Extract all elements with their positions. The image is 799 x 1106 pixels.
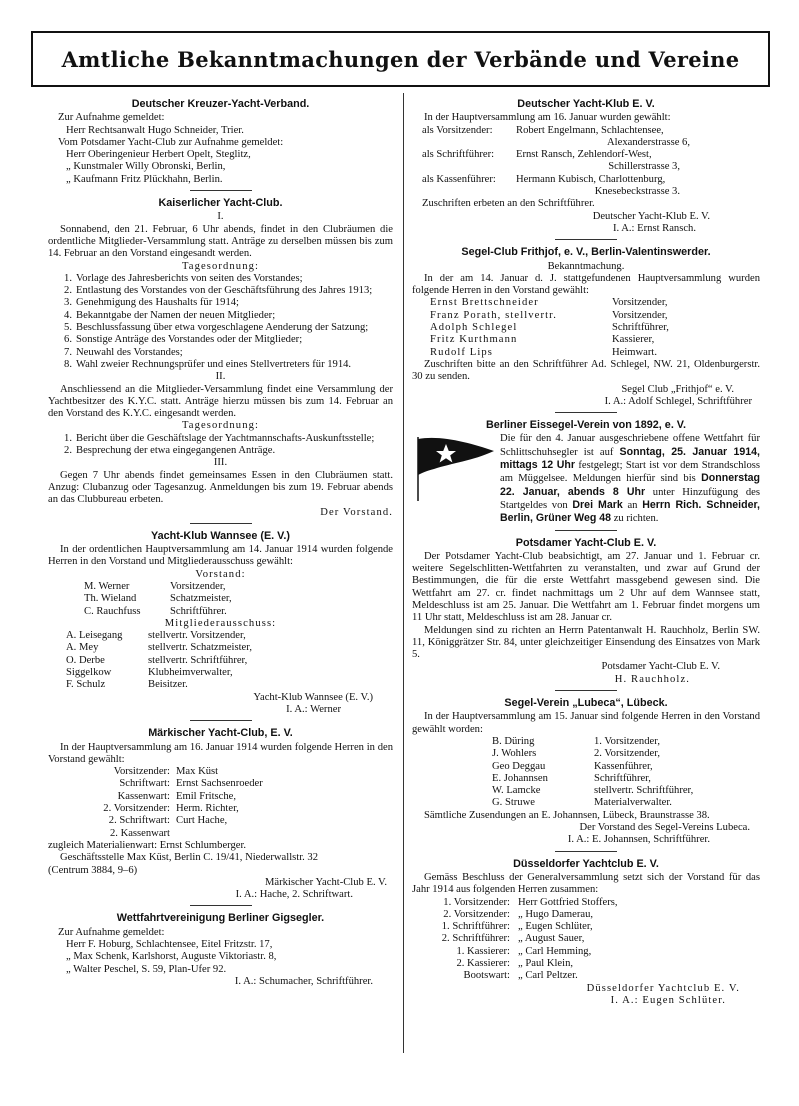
page-title: Amtliche Bekanntmachungen der Verbände und Vereine bbox=[61, 46, 740, 72]
separator-rule bbox=[555, 690, 617, 691]
separator-rule bbox=[555, 239, 617, 240]
agenda-title: Tagesordnung: bbox=[181, 420, 260, 432]
agenda-item: 7. Neuwahl des Vorstandes; bbox=[64, 346, 183, 358]
member-row: Franz Porath, stellvertr. Vorsitzender, bbox=[430, 309, 668, 321]
subheading: Bekanntmachung. bbox=[547, 260, 625, 272]
text-line: Herr Oberingenieur Herbert Opelt, Steglitz, bbox=[66, 149, 251, 161]
roman-numeral: I. bbox=[217, 211, 224, 223]
member-row: J. Wohlers 2. Vorsitzender, bbox=[492, 748, 660, 760]
separator-rule bbox=[555, 412, 617, 413]
text-line: „ Max Schenk, Karlshorst, Auguste Viktoriastr. 8, bbox=[66, 951, 277, 963]
section-title: Deutscher Yacht-Klub E. V. bbox=[517, 98, 655, 110]
officer-row: 2. Schriftführer: „ August Sauer, bbox=[441, 933, 585, 945]
officer-row: Vorsitzender: Max Küst bbox=[113, 766, 219, 778]
text-line: Vom Potsdamer Yacht-Club zur Aufnahme gemeldet: bbox=[58, 136, 284, 148]
text-line: Alexanderstrasse 6, bbox=[607, 136, 690, 148]
paragraph: Gegen 7 Uhr abends findet gemeinsames Essen in den Clubräumen statt. Anzug: Clubanzug oder Tagesanzug. Anmeldungen bis zum 19. Februar abends an das Clubbureau erbeten. bbox=[48, 469, 393, 506]
agenda-item: 8. Wahl zweier Rechnungsprüfer und eines Stellvertreters für 1914. bbox=[64, 358, 352, 370]
agenda-item: 6. Sonstige Anträge des Vorstandes oder der Mitglieder; bbox=[64, 334, 303, 346]
section-title: Deutscher Kreuzer-Yacht-Verband. bbox=[131, 98, 310, 110]
signature: Deutscher Yacht-Klub E. V. bbox=[592, 210, 710, 222]
signature: I. A.: E. Johannsen, Schriftführer. bbox=[567, 834, 710, 846]
agenda-list bbox=[48, 273, 393, 371]
signature: Yacht-Klub Wannsee (E. V.) bbox=[253, 691, 373, 703]
paragraph: Meldungen sind zu richten an Herrn Patentanwalt H. Rauchholz, Berlin SW. 11, Königgrätzer Str. 84, unter gleichzeitiger Einsendung des Einsatzes von Mark 5. bbox=[412, 624, 760, 661]
paragraph: In der Hauptversammlung am 16. Januar wurden gewählt: bbox=[424, 112, 671, 124]
member-row: F. Schulz Beisitzer. bbox=[66, 679, 188, 691]
right-column bbox=[412, 96, 760, 1011]
header-box bbox=[31, 31, 770, 87]
officer-row: Bootswart: „ Carl Peltzer. bbox=[463, 970, 578, 982]
agenda-item: 1. Vorlage des Jahresberichts von seiten des Vorstandes; bbox=[64, 272, 303, 284]
separator-rule bbox=[190, 720, 252, 721]
text-line: Herr Rechtsanwalt Hugo Schneider, Trier. bbox=[66, 124, 244, 136]
member-row: Siggelkow Klubheimverwalter, bbox=[66, 667, 233, 679]
paragraph: In der Hauptversammlung am 15. Januar sind folgende Herren in den Vorstand gewählt worden: bbox=[412, 711, 760, 735]
separator-rule bbox=[190, 523, 252, 524]
member-row: Geo Deggau Kassenführer, bbox=[492, 760, 653, 772]
member-row: Fritz Kurthmann Kassierer, bbox=[430, 334, 655, 346]
section-yacht-klub-wannsee bbox=[48, 530, 393, 721]
agenda-title: Tagesordnung: bbox=[181, 260, 260, 272]
section-title: Potsdamer Yacht-Club E. V. bbox=[515, 536, 657, 549]
member-row: M. Werner Vorsitzender, bbox=[84, 580, 226, 592]
paragraph: Anschliessend an die Mitglieder-Versammlung findet eine Versammlung der Yachtbesitzer des K.Y.C. statt. Anträge hierzu müssen bis zum 14. Februar an den Vorstand des K.Y.C. eingesandt werden. bbox=[48, 383, 393, 420]
signature: H. Rauchholz. bbox=[614, 673, 690, 685]
paragraph: Der Potsdamer Yacht-Club beabsichtigt, am 27. Januar und 1. Februar cr. weitere Segelschlitten-Wettfahrten zu veranstalten, und zwar auf Grund der Bestimmungen, die für die erste Wettfahrt massgebend gewesen sind. Die Wettfahrt am 27. cr. findet nachmittags um 2 Uhr auf dem Wannsee statt, Meldeschluss ist am 25. Januar. Die Wettfahrt am 1. Februar findet morgens um 11 Uhr statt, Meldeschluss ist am 28. Januar cr. bbox=[412, 550, 760, 624]
text-line: „ Kaufmann Fritz Plückhahn, Berlin. bbox=[66, 173, 223, 185]
agenda-item: 4. Bekanntgabe der Namen der neuen Mitglieder; bbox=[64, 309, 276, 321]
section-title: Märkischer Yacht-Club, E. V. bbox=[148, 727, 293, 740]
roman-numeral: II. bbox=[215, 371, 226, 383]
subheading: Vorstand: bbox=[195, 568, 246, 580]
text-line: (Centrum 3884, 9–6) bbox=[48, 864, 138, 876]
paragraph: Zuschriften bitte an den Schriftführer Ad. Schlegel, NW. 21, Oldenburgerstr. 30 zu senden. bbox=[412, 358, 760, 383]
officer-row: 2. Schriftwart: Curt Hache, bbox=[108, 815, 228, 827]
separator-rule bbox=[555, 530, 617, 531]
section-title: Yacht-Klub Wannsee (E. V.) bbox=[151, 529, 290, 542]
section-segel-club-frithjof bbox=[412, 246, 760, 413]
separator-rule bbox=[190, 905, 252, 906]
section-wettfahrtvereinigung bbox=[48, 912, 393, 988]
signature: Der Vorstand des Segel-Vereins Lubeca. bbox=[579, 822, 750, 834]
officer-row: als Schriftführer: Ernst Ransch, Zehlendorf-West, bbox=[422, 149, 652, 161]
roman-numeral: III. bbox=[213, 457, 228, 469]
signature: I. A.: Hache, 2. Schriftwart. bbox=[235, 889, 353, 901]
paragraph: In der am 14. Januar d. J. stattgefundenen Hauptversammlung wurden folgende Herren in den Vorstand gewählt: bbox=[412, 272, 760, 297]
text-line: Schillerstrasse 3, bbox=[608, 161, 680, 173]
member-row: O. Derbe stellvertr. Schriftführer, bbox=[66, 654, 248, 666]
text-line: „ Kunstmaler Willy Obronski, Berlin, bbox=[66, 161, 226, 173]
signature: Märkischer Yacht-Club E. V. bbox=[264, 876, 387, 888]
section-title: Segel-Club Frithjof, e. V., Berlin-Valentinswerder. bbox=[461, 246, 711, 259]
member-row: Th. Wieland Schatzmeister, bbox=[84, 593, 232, 605]
officer-row: als Vorsitzender: Robert Engelmann, Schlachtensee, bbox=[422, 124, 664, 136]
member-row: C. Rauchfuss Schriftführer. bbox=[84, 605, 227, 617]
section-kreuzer-yacht-verband bbox=[48, 98, 393, 191]
agenda-item: 2. Entlastung des Vorstandes von der Geschäftsführung des Jahres 1913; bbox=[64, 285, 373, 297]
section-title: Wettfahrtvereinigung Berliner Gigsegler. bbox=[116, 912, 325, 925]
officer-row: 1. Kassierer: „ Carl Hemming, bbox=[456, 945, 592, 957]
paragraph: Sonnabend, den 21. Februar, 6 Uhr abends, findet in den Clubräumen die ordentliche Mitglieder-Versammlung statt. Anträge zu derselben müssen bis zum 14. Februar an den Vorstand eingesandt werden. bbox=[48, 223, 393, 260]
section-deutscher-yacht-klub bbox=[412, 98, 760, 240]
officer-row: 2. Kassenwart bbox=[109, 827, 170, 839]
member-row: Rudolf Lips Heimwart. bbox=[430, 346, 658, 358]
section-berliner-eissegel-verein bbox=[412, 419, 760, 530]
paragraph: In der ordentlichen Hauptversammlung am 14. Januar 1914 wurden folgende Herren in den Vorstand und Mitgliederausschuss gewählt: bbox=[48, 544, 393, 568]
signature: I. A.: Ernst Ransch. bbox=[613, 222, 696, 234]
text-line: Herr F. Hoburg, Schlachtensee, Eitel Fritzstr. 17, bbox=[66, 939, 273, 950]
member-row: B. Düring 1. Vorsitzender, bbox=[492, 735, 660, 747]
subheading: Mitgliederausschuss: bbox=[164, 617, 277, 629]
paragraph: Die für den 4. Januar ausgeschriebene offene Wettfahrt für Schlittschuhsegler ist auf Sonntag, 25. Januar 1914, mittags 12 Uhr festgelegt; Start ist vor dem Strandschloss am Müggelsee. Meldungen hierfür sind bis Donnerstag 22. Januar, abends 8 Uhr unter Hinzufügung des Startgeldes von Drei Mark an Herrn Rich. Schneider, Berlin, Grüner Weg 48 zu richten. bbox=[500, 433, 761, 525]
text-line: Zur Aufnahme gemeldet: bbox=[58, 112, 165, 124]
section-duesseldorfer-yachtclub bbox=[412, 858, 760, 1008]
left-column bbox=[48, 96, 393, 992]
signature: I. A.: Schumacher, Schriftführer. bbox=[234, 975, 373, 987]
agenda-list bbox=[48, 433, 393, 458]
officer-row: 2. Vorsitzender: Herm. Richter, bbox=[103, 803, 239, 815]
section-title: Düsseldorfer Yachtclub E. V. bbox=[513, 857, 659, 870]
flag-and-text bbox=[412, 433, 760, 525]
separator-rule bbox=[555, 851, 617, 852]
officer-row: 2. Vorsitzender: „ Hugo Damerau, bbox=[443, 908, 594, 920]
section-segel-verein-lubeca bbox=[412, 697, 760, 852]
agenda-item: 2. Besprechung der etwa eingegangenen Anträge. bbox=[64, 445, 276, 457]
text-line: Zur Aufnahme gemeldet: bbox=[58, 926, 165, 938]
member-row: Adolph Schlegel Schriftführer, bbox=[430, 322, 669, 334]
paragraph: Gemäss Beschluss der Generalversammlung setzt sich der Vorstand für das Jahr 1914 aus folgenden Herren zusammen: bbox=[412, 871, 760, 896]
section-title: Kaiserlicher Yacht-Club. bbox=[158, 197, 283, 210]
section-title: Segel-Verein „Lubeca“, Lübeck. bbox=[504, 697, 668, 710]
section-potsdamer-yacht-club bbox=[412, 537, 760, 692]
member-row: A. Mey stellvertr. Schatzmeister, bbox=[66, 642, 253, 654]
section-title: Berliner Eissegel-Verein von 1892, e. V. bbox=[485, 419, 687, 432]
officer-row: Schriftwart: Ernst Sachsenroeder bbox=[119, 778, 263, 790]
officer-row: 1. Schriftführer: „ Eugen Schlüter, bbox=[441, 921, 593, 933]
paragraph: In der Hauptversammlung am 16. Januar 1914 wurden folgende Herren in den Vorstand gewählt: bbox=[48, 741, 393, 765]
text-line: Zuschriften erbeten an den Schriftführer. bbox=[422, 198, 595, 210]
member-row: G. Struwe Materialverwalter. bbox=[492, 797, 672, 809]
club-flag-icon bbox=[412, 433, 500, 503]
agenda-item: 5. Beschlussfassung über etwa vorgeschlagene Aenderung der Satzung; bbox=[64, 322, 369, 334]
agenda-item: 3. Genehmigung des Haushalts für 1914; bbox=[64, 297, 239, 309]
signature: I. A.: Eugen Schlüter. bbox=[610, 994, 726, 1006]
section-kaiserlicher-yacht-club bbox=[48, 197, 393, 524]
officer-row: 2. Kassierer: „ Paul Klein, bbox=[456, 958, 574, 969]
signature: I. A.: Adolf Schlegel, Schriftführer bbox=[604, 395, 752, 407]
officer-row: 1. Vorsitzender: Herr Gottfried Stoffers, bbox=[443, 896, 618, 908]
signature: Düsseldorfer Yachtclub E. V. bbox=[586, 982, 740, 994]
separator-rule bbox=[190, 190, 252, 191]
section-maerkischer-yacht-club bbox=[48, 727, 393, 906]
member-row: W. Lamcke stellvertr. Schriftführer, bbox=[492, 785, 694, 797]
paragraph: Sämtliche Zusendungen an E. Johannsen, Lübeck, Braunstrasse 38. bbox=[424, 809, 710, 821]
agenda-item: 1. Bericht über die Geschäftslage der Yachtmannschafts-Auskunftsstelle; bbox=[64, 432, 375, 444]
member-row: A. Leisegang stellvertr. Vorsitzender, bbox=[66, 630, 246, 642]
signature: Potsdamer Yacht-Club E. V. bbox=[601, 661, 720, 673]
text-line: Knesebeckstrasse 3. bbox=[594, 186, 680, 198]
member-row: Ernst Brettschneider Vorsitzender, bbox=[430, 297, 668, 309]
text-line: zugleich Materialienwart: Ernst Schlumberger. bbox=[48, 839, 247, 851]
text-line: „ Walter Peschel, S. 59, Plan-Ufer 92. bbox=[66, 963, 227, 975]
column-divider bbox=[403, 93, 404, 1053]
officer-row: als Kassenführer: Hermann Kubisch, Charlottenburg, bbox=[422, 173, 666, 185]
signature: Der Vorstand. bbox=[320, 506, 393, 518]
member-row: E. Johannsen Schriftführer, bbox=[492, 772, 651, 784]
signature: I. A.: Werner bbox=[286, 703, 341, 715]
signature: Segel Club „Frithjof“ e. V. bbox=[621, 383, 734, 395]
officer-row: Kassenwart: Emil Fritsche, bbox=[117, 790, 237, 802]
text-line: Geschäftsstelle Max Küst, Berlin C. 19/41, Niederwallstr. 32 bbox=[60, 852, 319, 864]
